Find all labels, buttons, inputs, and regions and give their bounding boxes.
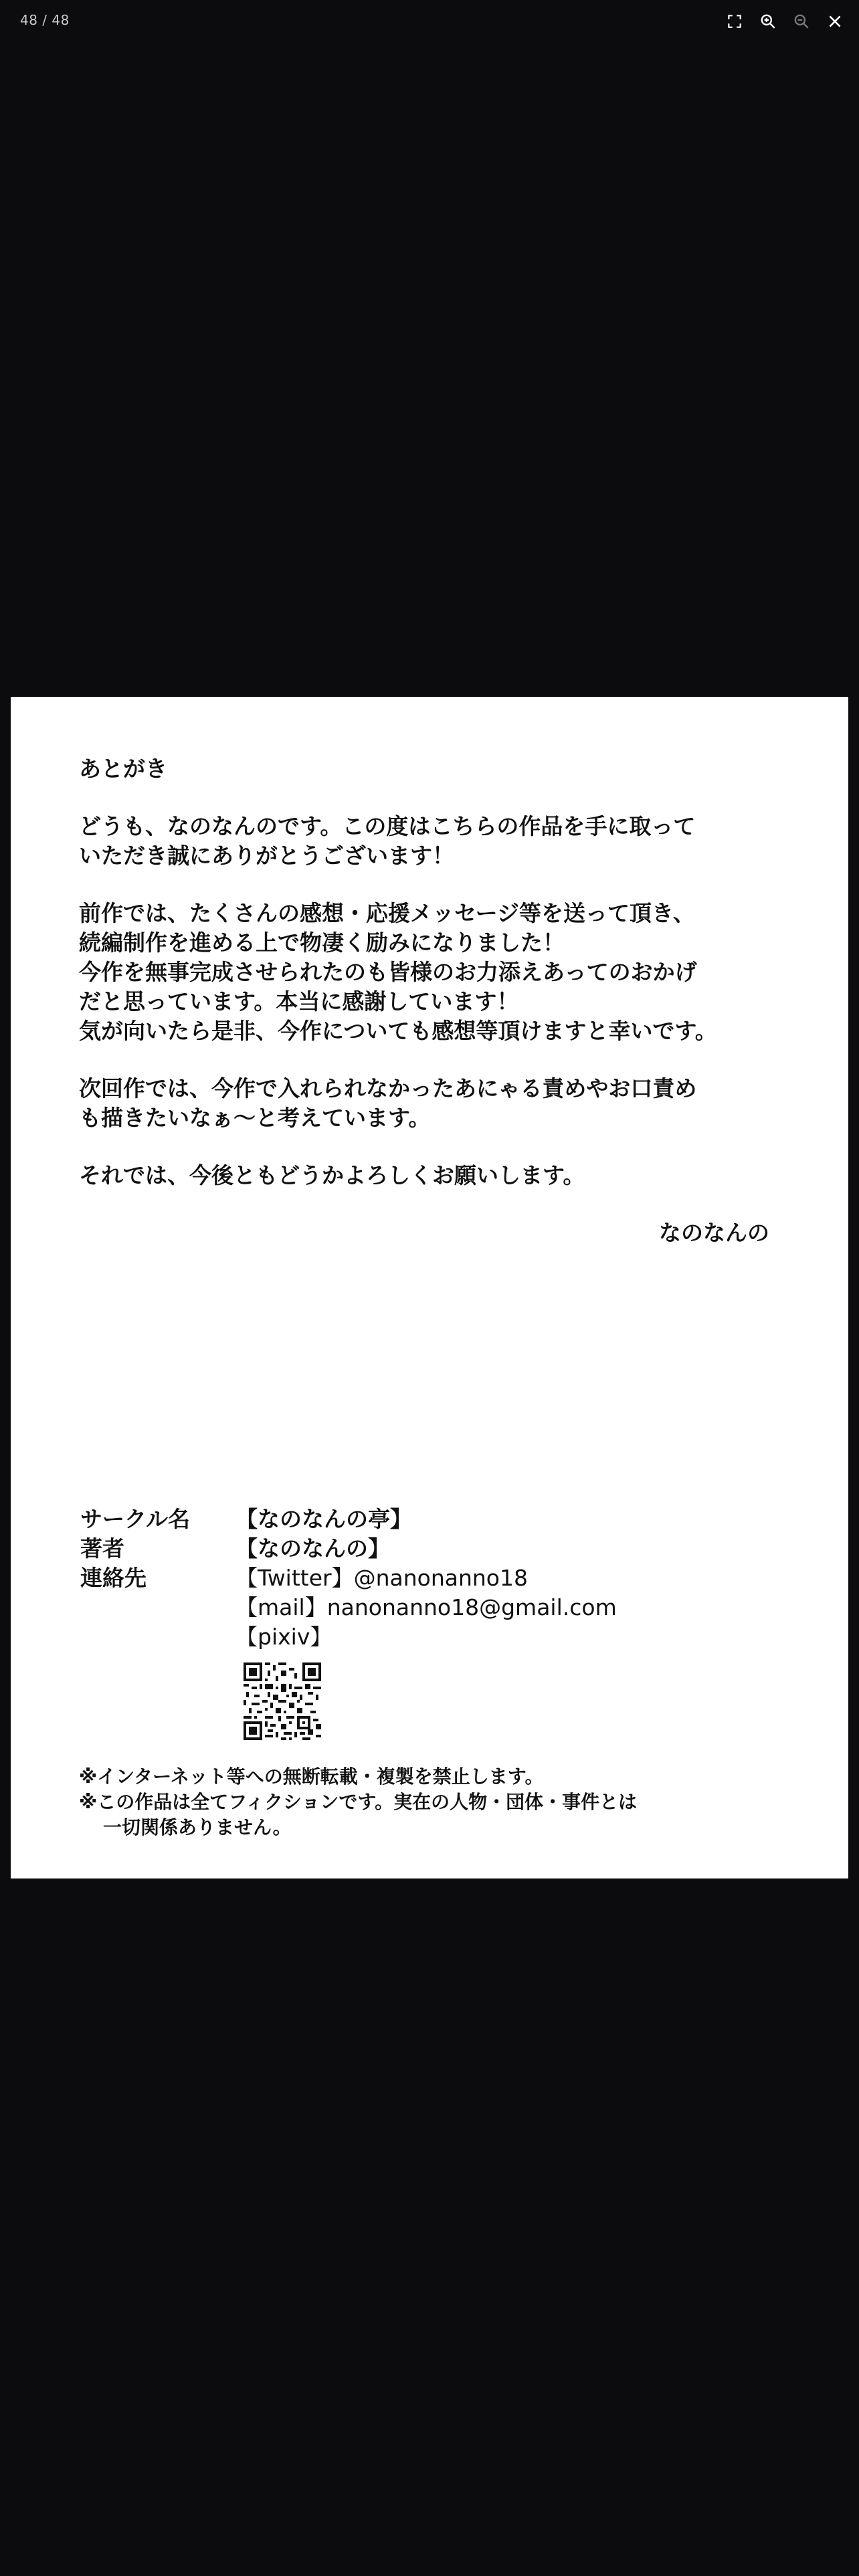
credit-label [80,1593,235,1622]
credit-row [80,1564,617,1593]
credit-label: 著者 [80,1535,124,1562]
credit-value: 【pixiv】 [235,1624,332,1650]
fullscreen-button[interactable] [720,7,749,36]
afterword-paragraph: それでは、今後ともどうかよろしくお願いします。 [79,1162,585,1188]
credit-value: 【なのなんの亭】 [235,1506,412,1532]
credit-value: 【mail】nanonanno18@gmail.com [235,1594,617,1620]
afterword-heading: あとがき [79,756,167,782]
fullscreen-icon [726,13,743,30]
zoom-in-icon [759,13,777,30]
manga-page [11,697,848,1879]
afterword-paragraph: どうも、なのなんのです。この度はこちらの作品を手に取って いただき誠にありがとうございます！ [79,813,696,869]
qr-code-icon [244,1662,321,1740]
zoom-in-button[interactable] [753,7,783,36]
note-line: ※この作品は全てフィクションです。実在の人物・団体・事件とは [79,1791,638,1813]
credit-row [80,1505,617,1534]
author-signature: なのなんの [659,1220,769,1246]
credit-row [80,1593,617,1622]
zoom-out-icon [793,13,810,30]
afterword-paragraph: 前作では、たくさんの感想・応援メッセージ等を送って頂き、 続編制作を進める上で物凄く励みになりました！ 今作を無事完成させられたのも皆様のお力添えあってのおかげ だと思っています。本当に感謝しています！ 気が向いたら是非、今作についても感想等頂けますと幸いです。 [79,900,717,1044]
credit-value: 【Twitter】@nanonanno18 [235,1565,528,1591]
close-icon [826,13,844,30]
credit-row [80,1534,617,1564]
afterword-paragraph: 次回作では、今作で入れられなかったあにゃる責めやお口責め も描きたいなぁ〜と考えています。 [79,1075,697,1131]
page-counter: 48 / 48 [20,12,70,28]
viewer-toolbar [720,7,850,36]
zoom-out-button[interactable] [787,7,816,36]
note-line: 一切関係ありません。 [103,1816,292,1838]
close-button[interactable] [820,7,850,36]
copyright-notes [79,1764,637,1840]
credit-value: 【なのなんの】 [235,1535,390,1562]
credit-label [80,1622,235,1652]
credit-row [80,1622,617,1652]
credit-label: 連絡先 [80,1565,147,1591]
note-line: ※インターネット等への無断転載・複製を禁止します。 [79,1765,544,1788]
credits-block [80,1505,617,1652]
credit-label: サークル名 [80,1506,191,1532]
